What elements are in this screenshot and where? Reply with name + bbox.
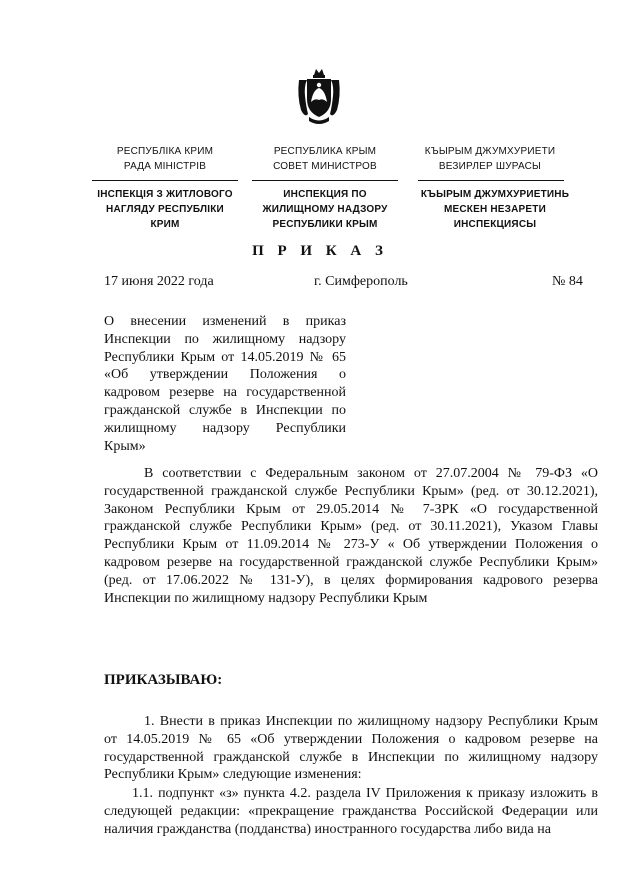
header-center-org1: ИНСПЕКЦИЯ ПО bbox=[283, 189, 367, 200]
header-left-line2: РАДА МІНІСТРІВ bbox=[123, 161, 207, 172]
document-place: г. Симферополь bbox=[314, 274, 408, 289]
header-center-org3: РЕСПУБЛИКИ КРЫМ bbox=[272, 219, 378, 230]
order-item-1-1: 1.1. подпункт «з» пункта 4.2. раздела IV Приложения к приказу изложить в следующей редакции: «прекращение гражданства Российской Федерации или наличия гражданства (подданства) иностранного государства либо вида на bbox=[104, 786, 598, 837]
header-left-government bbox=[90, 144, 240, 174]
header-right-org bbox=[405, 187, 585, 232]
order-item-1: 1. Внести в приказ Инспекции по жилищному надзору Республики Крым от 14.05.2019 № 65 «Об утверждении Положения о кадровом резерве на государственной гражданской службе в Инспекции по жилищному надзору Республики Крым» следующие изменения: bbox=[104, 714, 598, 783]
header-left-divider bbox=[92, 180, 238, 181]
header-right-org1: КЪЫРЫМ ДЖУМХУРИЕТИНЬ bbox=[420, 189, 570, 200]
document-title: П Р И К А З bbox=[252, 243, 388, 259]
header-right-line1: КЪЫРЫМ ДЖУМХУРИЕТИ bbox=[424, 146, 556, 157]
header-left-org3: КРИМ bbox=[150, 219, 180, 230]
order-word: ПРИКАЗЫВАЮ: bbox=[104, 672, 223, 688]
header-left-org1: ІНСПЕКЦІЯ З ЖИТЛОВОГО bbox=[97, 189, 233, 200]
header-right-org2: МЕСКЕН НЕЗАРЕТИ bbox=[443, 204, 546, 215]
header-center-line2: СОВЕТ МИНИСТРОВ bbox=[273, 161, 377, 172]
header-center-government bbox=[250, 144, 400, 174]
coat-of-arms-emblem bbox=[296, 66, 342, 128]
header-center-line1: РЕСПУБЛИКА КРЫМ bbox=[273, 146, 377, 157]
header-left-org bbox=[80, 187, 250, 232]
document-subject: О внесении изменений в приказ Инспекции по жилищному надзору Республики Крым от 14.05.2019 № 65 «Об утверждении Положения о кадровом резерве на государственной гражданской службе в Инспекции по жилищному надзору Республики Крым» bbox=[104, 314, 346, 454]
header-right-org3: ИНСПЕКЦИЯСЫ bbox=[453, 219, 537, 230]
preamble-paragraph: В соответствии с Федеральным законом от 27.07.2004 № 79-ФЗ «О государственной гражданской службе Республики Крым» (ред. от 30.12.2021), Законом Республики Крым от 29.05.2014 № 7-ЗРК «О государственной гражданской службе Республики Крым» (ред. от 30.11.2021), Указом Главы Республики Крым от 11.09.2014 № 273-У « Об утверждении Положения о кадровом резерве на государственной гражданской службе Республики Крым» (ред. от 17.06.2022 № 131-У), в целях формирования кадрового резерва Инспекции по жилищному надзору Республики Крым bbox=[104, 466, 598, 606]
document-number: № 84 bbox=[552, 274, 583, 289]
header-center-org2: ЖИЛИЩНОМУ НАДЗОРУ bbox=[262, 204, 388, 215]
header-left-org2: НАГЛЯДУ РЕСПУБЛІКИ bbox=[106, 204, 224, 215]
document-date: 17 июня 2022 года bbox=[104, 274, 214, 289]
header-left-line1: РЕСПУБЛІКА КРИМ bbox=[116, 146, 214, 157]
header-right-divider bbox=[418, 180, 564, 181]
header-center-divider bbox=[252, 180, 398, 181]
header-right-line2: ВЕЗИРЛЕР ШУРАСЫ bbox=[438, 161, 542, 172]
header-center-org bbox=[245, 187, 405, 232]
header-right-government bbox=[410, 144, 570, 174]
